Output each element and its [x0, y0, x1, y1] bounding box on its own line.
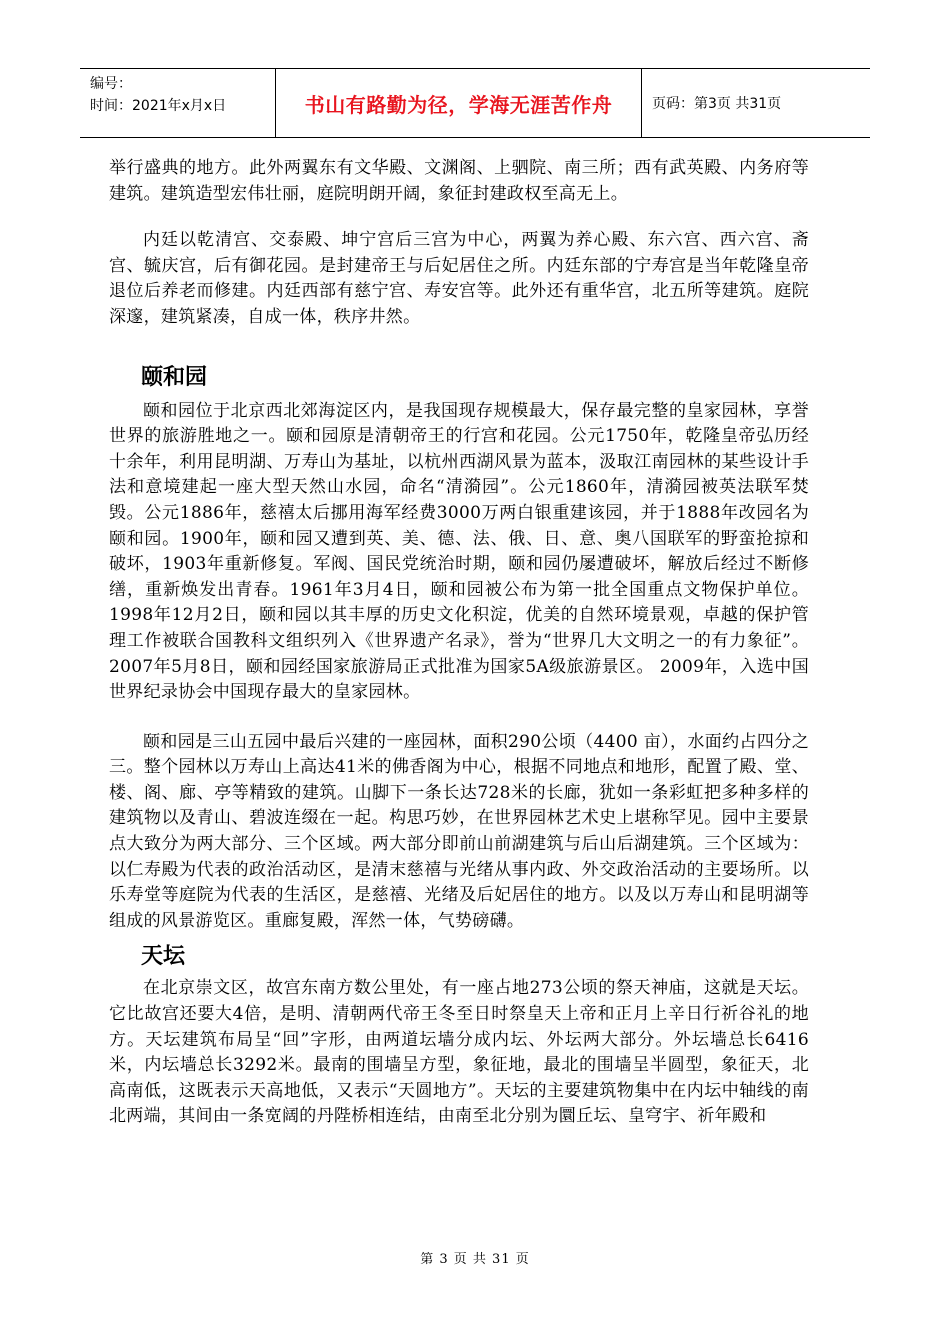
paragraph: 内廷以乾清宫、交泰殿、坤宁宫后三宫为中心，两翼为养心殿、东六宫、西六宫、斋宫、毓庆宫，后有御花园。是封建帝王与后妃居住之所。内廷东部的宁寿宫是当年乾隆皇帝退位后养老而修建。内廷西部有慈宁宫、寿安宫等。此外还有重华宫，北五所等建筑。庭院深邃，建筑紧凑，自成一体，秩序井然。 [109, 230, 809, 327]
paragraph: 在北京崇文区，故宫东南方数公里处，有一座占地273公顷的祭天神庙，这就是天坛。它比故宫还要大4倍，是明、清朝两代帝王冬至日时祭皇天上帝和正月上辛日行祈谷礼的地方。天坛建筑布局呈“回”字形，由两道坛墙分成内坛、外坛两大部分。外坛墙总长6416米，内坛墙总长3292米。最南的围墙呈方型，象征地，最北的围墙呈半圆型，象征天，北高南低，这既表示天高地低，又表示“天圆地方”。天坛的主要建筑物集中在内坛中轴线的南北两端，其间由一条宽阔的丹陛桥相连结，由南至北分别为圜丘坛、皇穹宇、祈年殿和 [109, 978, 809, 1127]
header-meta [80, 69, 276, 137]
page-footer: 第 3 页 共 31 页 [420, 1252, 530, 1267]
document-number: 编号： [90, 76, 132, 92]
page-header [80, 68, 870, 138]
paragraph: 颐和园是三山五园中最后兴建的一座园林，面积290公顷（4400 亩），水面约占四分之三。整个园林以万寿山上高达41米的佛香阁为中心，根据不同地点和地形，配置了殿、堂、楼、阁、廊、亭等精致的建筑。山脚下一条长达728米的长廊，犹如一条彩虹把多种多样的建筑物以及青山、碧波连缀在一起。构思巧妙，在世界园林艺术史上堪称罕见。园中主要景点大致分为两大部分、三个区域。两大部分即前山前湖建筑与后山后湖建筑。三个区域为：以仁寿殿为代表的政治活动区，是清末慈禧与光绪从事内政、外交政治活动的主要场所。以乐寿堂等庭院为代表的生活区，是慈禧、光绪及后妃居住的地方。以及以万寿山和昆明湖等组成的风景游览区。重廊复殿，浑然一体，气势磅礴。 [109, 731, 809, 931]
paragraph: 举行盛典的地方。此外两翼东有文华殿、文渊阁、上驷院、南三所；西有武英殿、内务府等建筑。建筑造型宏伟壮丽，庭院明朗开阔，象征封建政权至高无上。 [109, 158, 809, 204]
header-motto: 书山有路勤为径，学海无涯苦作舟 [276, 69, 642, 137]
document-date: 时间：2021年x月x日 [90, 98, 227, 114]
document-body [109, 156, 809, 1130]
section-heading-tiantan: 天坛 [141, 944, 186, 970]
section-heading-yiheyuan: 颐和园 [141, 364, 208, 390]
header-page-number: 页码：第3页 共31页 [652, 96, 782, 112]
paragraph: 颐和园位于北京西北郊海淀区内，是我国现存规模最大，保存最完整的皇家园林，享誉世界的旅游胜地之一。颐和园原是清朝帝王的行宫和花园。公元1750年，乾隆皇帝弘历经十余年，利用昆明湖、万寿山为基址，以杭州西湖风景为蓝本，汲取江南园林的某些设计手法和意境建起一座大型天然山水园，命名“清漪园”。公元1860年，清漪园被英法联军焚毁。公元1886年，慈禧太后挪用海军经费3000万两白银重建该园，并于1888年改园名为颐和园。1900年，颐和园又遭到英、美、德、法、俄、日、意、奥八国联军的野蛮抢掠和破坏，1903年重新修复。军阀、国民党统治时期，颐和园仍屡遭破坏，解放后经过不断修缮，重新焕发出青春。1961年3月4日，颐和园被公布为第一批全国重点文物保护单位。1998年12月2日，颐和园以其丰厚的历史文化积淀，优美的自然环境景观，卓越的保护管理工作被联合国教科文组织列入《世界遗产名录》，誉为“世界几大文明之一的有力象征”。2007年5月8日，颐和园经国家旅游局正式批准为国家5A级旅游景区。 2009年，入选中国世界纪录协会中国现存最大的皇家园林。 [109, 400, 809, 703]
